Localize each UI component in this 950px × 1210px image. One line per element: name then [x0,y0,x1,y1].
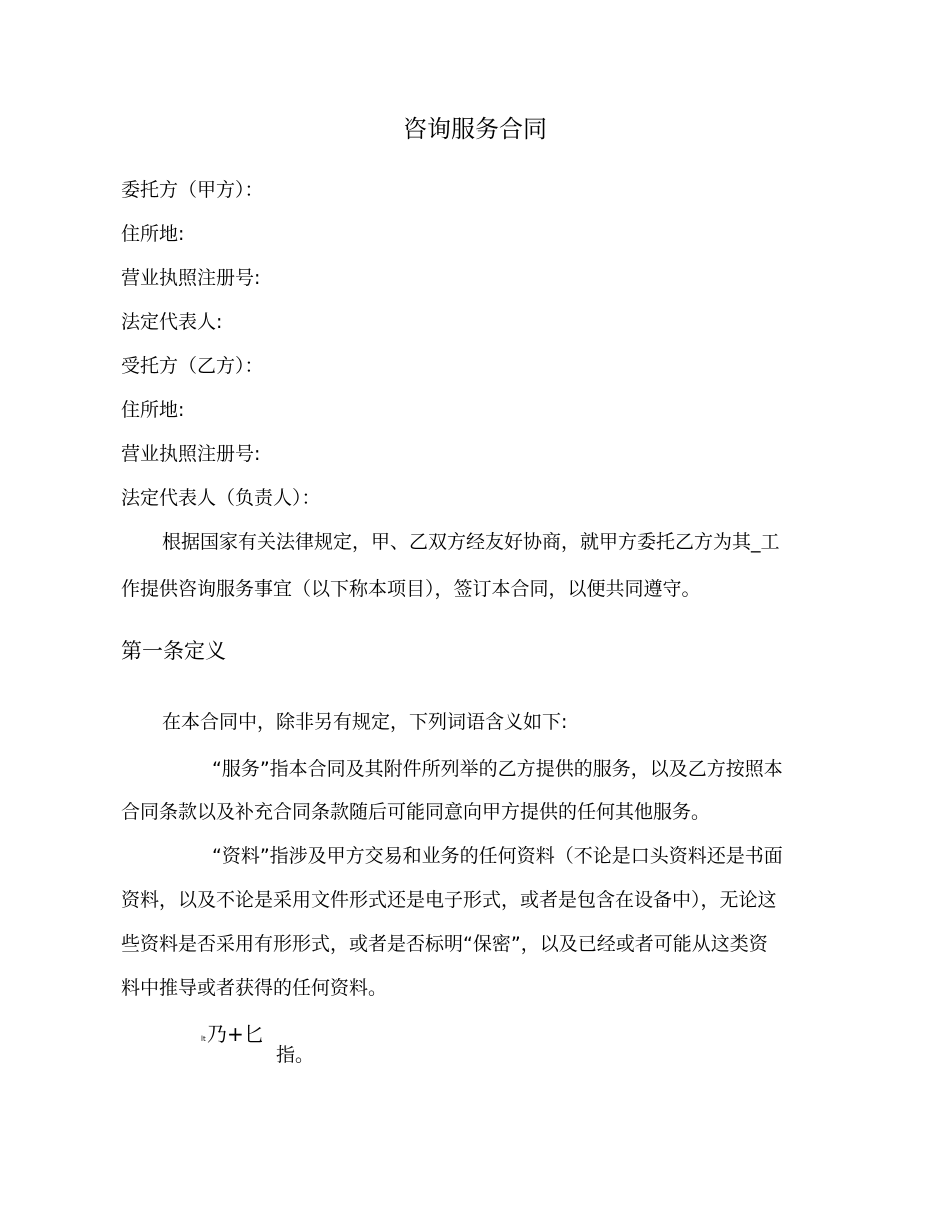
party-b-label: 受托方（乙方）： [121,355,264,377]
party-a-representative-label: 法定代表人: [121,311,223,333]
party-a-address-label: 住所地: [121,223,185,245]
service-definition-line-1: “服务”指本合同及其附件所列举的乙方提供的服务，以及乙方按照本 [212,758,783,780]
article-1-heading: 第一条定义 [121,639,226,663]
party-b-license-label: 营业执照注册号: [121,443,261,465]
intro-line-2: 作提供咨询服务事宜（以下称本项目），签订本合同，以便共同遵守。 [121,578,701,600]
garbled-fragment: 乃+匕 [207,1022,264,1046]
garbled-mark: lt [201,1035,206,1043]
materials-definition-line-3: 些资料是否采用有形形式，或者是否标明“保密”，以及已经或者可能从这类资 [121,933,768,955]
garbled-tail: 指。 [276,1044,315,1066]
party-b-address-label: 住所地: [121,399,185,421]
service-definition-line-2: 合同条款以及补充合同条款随后可能同意向甲方提供的任何其他服务。 [121,801,711,823]
materials-definition-line-2: 资料，以及不论是采用文件形式还是电子形式，或者是包含在设备中），无论这 [121,889,777,911]
party-a-license-label: 营业执照注册号: [121,267,261,289]
intro-line-1: 根据国家有关法律规定，甲、乙双方经友好协商，就甲方委托乙方为其_工 [162,531,780,553]
party-b-representative-label: 法定代表人（负责人）： [121,487,321,509]
definitions-lead: 在本合同中，除非另有规定，下列词语含义如下: [162,711,568,733]
party-a-label: 委托方（甲方）： [121,179,264,201]
materials-definition-line-1: “资料”指涉及甲方交易和业务的任何资料（不论是口头资料还是书面 [212,845,783,867]
document-title: 咨询服务合同 [403,115,547,143]
materials-definition-line-4: 料中推导或者获得的任何资料。 [121,977,388,999]
